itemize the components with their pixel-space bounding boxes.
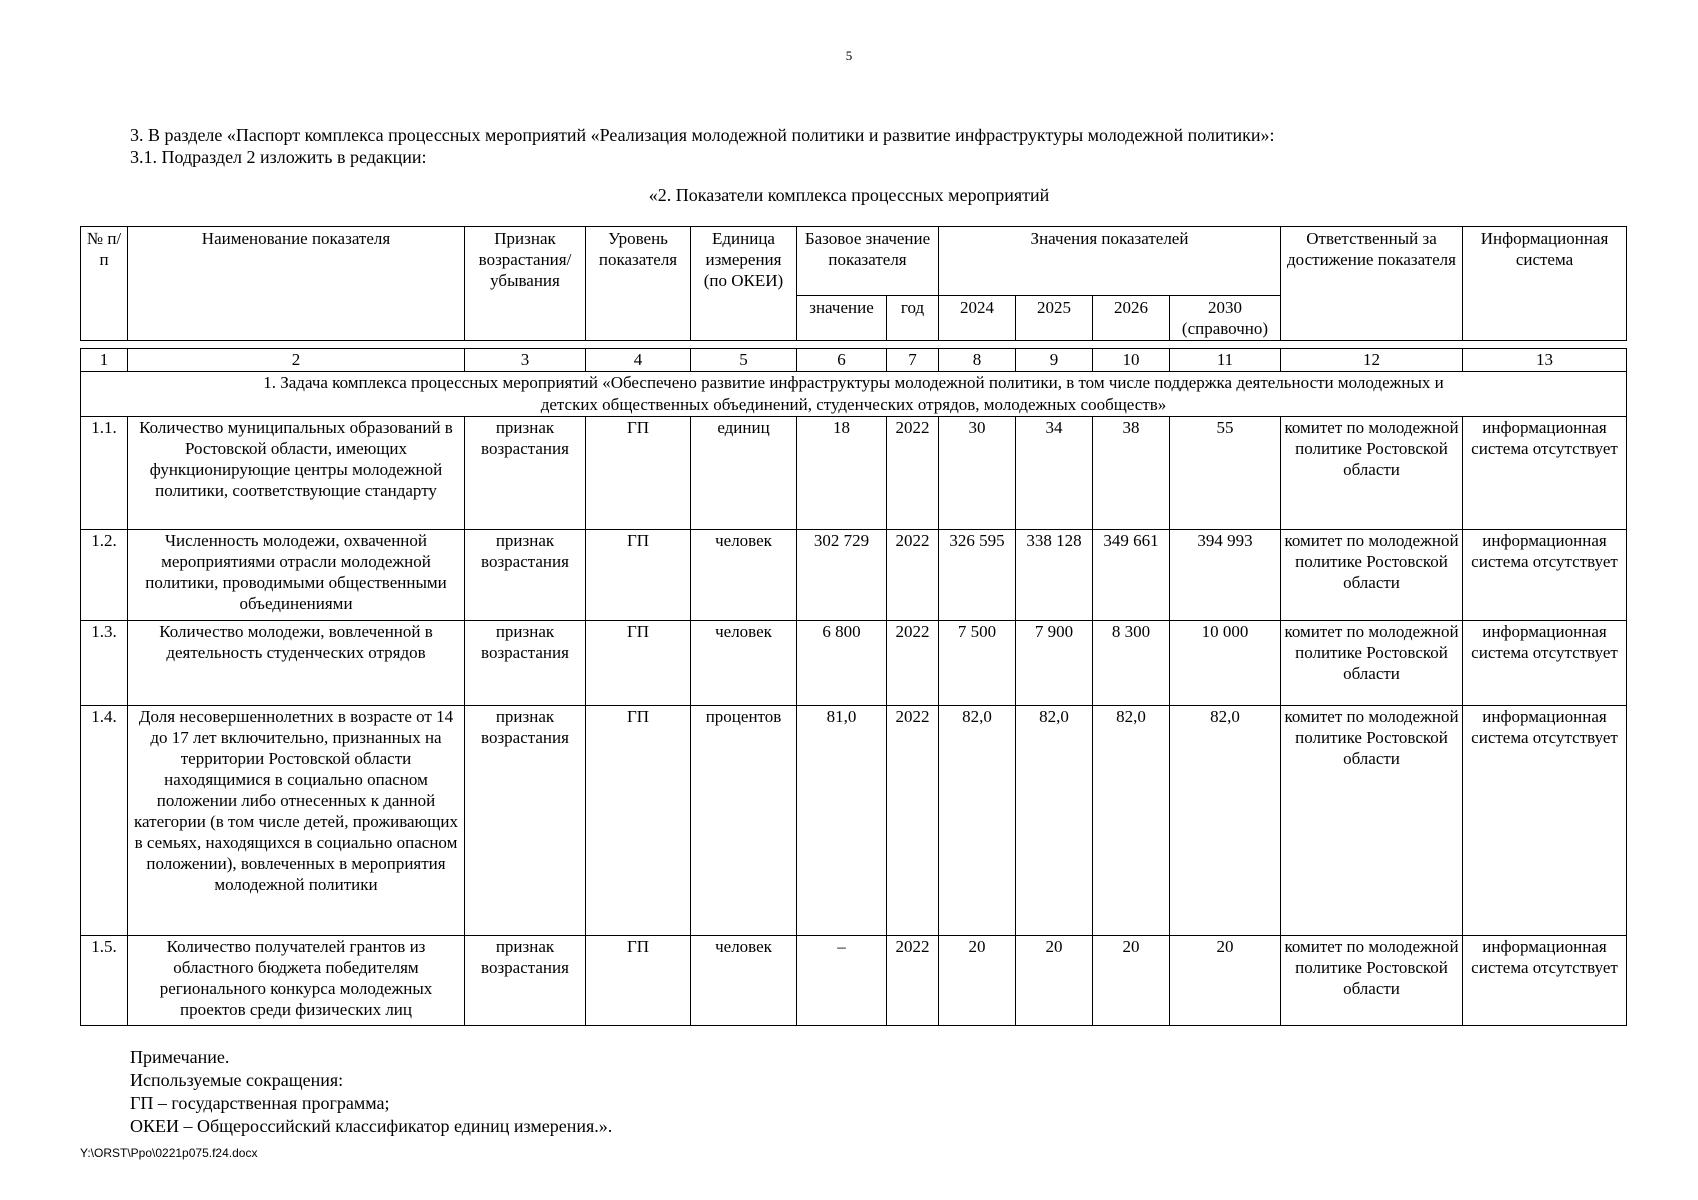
row-info: информационная система отсутствует: [1463, 530, 1627, 621]
row-base-value: 18: [797, 417, 887, 530]
table-row: [81, 936, 1627, 1026]
row-responsible: комитет по молодежной политике Ростовской области: [1281, 621, 1463, 706]
row-base-value: 302 729: [797, 530, 887, 621]
column-number: 4: [586, 349, 691, 372]
row-value-2030: 20: [1170, 936, 1281, 1026]
header-name: Наименование показателя: [128, 227, 465, 341]
row-level: ГП: [586, 417, 691, 530]
row-value-2024: 326 595: [939, 530, 1016, 621]
header-responsible: Ответственный за достижение показателя: [1281, 227, 1463, 341]
column-number-row: [81, 349, 1627, 372]
row-trend: признак возрастания: [465, 417, 586, 530]
row-value-2030: 10 000: [1170, 621, 1281, 706]
row-value-2030: 394 993: [1170, 530, 1281, 621]
column-number: 1: [81, 349, 128, 372]
row-base-year: 2022: [887, 936, 939, 1026]
row-responsible: комитет по молодежной политике Ростовской области: [1281, 706, 1463, 936]
table-row: [81, 621, 1627, 706]
row-num: 1.1.: [81, 417, 128, 530]
row-value-2024: 7 500: [939, 621, 1016, 706]
row-value-2025: 82,0: [1016, 706, 1093, 936]
row-responsible: комитет по молодежной политике Ростовской области: [1281, 530, 1463, 621]
row-value-2024: 20: [939, 936, 1016, 1026]
row-num: 1.5.: [81, 936, 128, 1026]
indicators-table: [80, 348, 1627, 1026]
header-level: Уровень показателя: [586, 227, 691, 341]
row-unit: человек: [691, 621, 797, 706]
header-num: № п/п: [81, 227, 128, 341]
row-unit: человек: [691, 936, 797, 1026]
row-level: ГП: [586, 706, 691, 936]
row-value-2024: 82,0: [939, 706, 1016, 936]
row-base-value: 6 800: [797, 621, 887, 706]
row-info: информационная система отсутствует: [1463, 936, 1627, 1026]
row-name: Количество муниципальных образований в Ростовской области, имеющих функционирующие центры молодежной политики, соответствующие стандарту: [128, 417, 465, 530]
row-trend: признак возрастания: [465, 530, 586, 621]
indicators-header-table: [80, 226, 1627, 341]
row-base-year: 2022: [887, 706, 939, 936]
row-unit: единиц: [691, 417, 797, 530]
row-value-2026: 8 300: [1093, 621, 1170, 706]
table-row: [81, 530, 1627, 621]
table-row: [81, 706, 1627, 936]
intro-line-2: 3.1. Подраздел 2 изложить в редакции:: [130, 147, 427, 167]
row-level: ГП: [586, 530, 691, 621]
row-num: 1.3.: [81, 621, 128, 706]
header-year-2024: 2024: [939, 296, 1016, 341]
row-level: ГП: [586, 621, 691, 706]
row-unit: человек: [691, 530, 797, 621]
row-base-year: 2022: [887, 417, 939, 530]
row-value-2025: 20: [1016, 936, 1093, 1026]
row-trend: признак возрастания: [465, 621, 586, 706]
row-value-2026: 349 661: [1093, 530, 1170, 621]
row-value-2025: 34: [1016, 417, 1093, 530]
task-row: [81, 372, 1627, 417]
row-info: информационная система отсутствует: [1463, 417, 1627, 530]
notes-abbreviations: Используемые сокращения:: [130, 1070, 344, 1090]
row-responsible: комитет по молодежной политике Ростовской области: [1281, 417, 1463, 530]
column-number: 13: [1463, 349, 1627, 372]
row-num: 1.2.: [81, 530, 128, 621]
header-unit: Единица измерения (по ОКЕИ): [691, 227, 797, 341]
intro-line-1: 3. В разделе «Паспорт комплекса процессных мероприятий «Реализация молодежной политики и развитие инфраструктуры молодежной политики»:: [130, 125, 1275, 145]
row-base-value: 81,0: [797, 706, 887, 936]
task-title: 1. Задача комплекса процессных мероприятий «Обеспечено развитие инфраструктуры молодежной политики, в том числе поддержка деятельности молодежных и детских общественных объединений, студенческих отрядов, молодежных сообществ»: [81, 372, 1627, 417]
footer-file-path: Y:\ORST\Ppo\0221p075.f24.docx: [80, 1146, 258, 1160]
notes: [130, 1046, 612, 1138]
row-value-2026: 20: [1093, 936, 1170, 1026]
row-value-2030: 55: [1170, 417, 1281, 530]
notes-gp: ГП – государственная программа;: [130, 1093, 390, 1113]
row-name: Доля несовершеннолетних в возрасте от 14 до 17 лет включительно, признанных на территории Ростовской области находящимися в социально опасном положении либо отнесенных к данной категории (в том числе детей, проживающих в семьях, находящихся в социально опасном положении), вовлеченных в мероприятия молодежной политики: [128, 706, 465, 936]
column-number: 6: [797, 349, 887, 372]
header-base-year: год: [887, 296, 939, 341]
row-base-value: –: [797, 936, 887, 1026]
column-number: 8: [939, 349, 1016, 372]
column-number: 9: [1016, 349, 1093, 372]
row-value-2030: 82,0: [1170, 706, 1281, 936]
page-number: 5: [845, 48, 853, 63]
column-number: 7: [887, 349, 939, 372]
row-info: информационная система отсутствует: [1463, 706, 1627, 936]
header-base: Базовое значение показателя: [797, 227, 939, 296]
row-trend: признак возрастания: [465, 936, 586, 1026]
table-title: «2. Показатели комплекса процессных мероприятий: [648, 185, 1050, 205]
notes-title: Примечание.: [130, 1047, 230, 1067]
header-year-2030: 2030 (справочно): [1170, 296, 1281, 341]
intro-text: [130, 124, 1275, 168]
column-number: 12: [1281, 349, 1463, 372]
row-name: Количество молодежи, вовлеченной в деятельность студенческих отрядов: [128, 621, 465, 706]
notes-okei: ОКЕИ – Общероссийский классификатор единиц измерения.».: [130, 1116, 613, 1136]
header-year-2026: 2026: [1093, 296, 1170, 341]
column-number: 3: [465, 349, 586, 372]
row-name: Количество получателей грантов из областного бюджета победителям регионального конкурса молодежных проектов среди физических лиц: [128, 936, 465, 1026]
row-trend: признак возрастания: [465, 706, 586, 936]
row-num: 1.4.: [81, 706, 128, 936]
header-base-value: значение: [797, 296, 887, 341]
header-info: Информационная система: [1463, 227, 1627, 341]
column-number: 5: [691, 349, 797, 372]
row-base-year: 2022: [887, 621, 939, 706]
row-unit: процентов: [691, 706, 797, 936]
column-number: 10: [1093, 349, 1170, 372]
row-value-2025: 7 900: [1016, 621, 1093, 706]
row-base-year: 2022: [887, 530, 939, 621]
table-row: [81, 417, 1627, 530]
row-value-2024: 30: [939, 417, 1016, 530]
row-value-2025: 338 128: [1016, 530, 1093, 621]
header-trend: Признак возрастания/ убывания: [465, 227, 586, 341]
row-info: информационная система отсутствует: [1463, 621, 1627, 706]
column-number: 11: [1170, 349, 1281, 372]
header-year-2025: 2025: [1016, 296, 1093, 341]
row-value-2026: 38: [1093, 417, 1170, 530]
row-level: ГП: [586, 936, 691, 1026]
column-number: 2: [128, 349, 465, 372]
row-value-2026: 82,0: [1093, 706, 1170, 936]
header-values: Значения показателей: [939, 227, 1281, 296]
row-name: Численность молодежи, охваченной мероприятиями отрасли молодежной политики, проводимыми общественными объединениями: [128, 530, 465, 621]
row-responsible: комитет по молодежной политике Ростовской области: [1281, 936, 1463, 1026]
